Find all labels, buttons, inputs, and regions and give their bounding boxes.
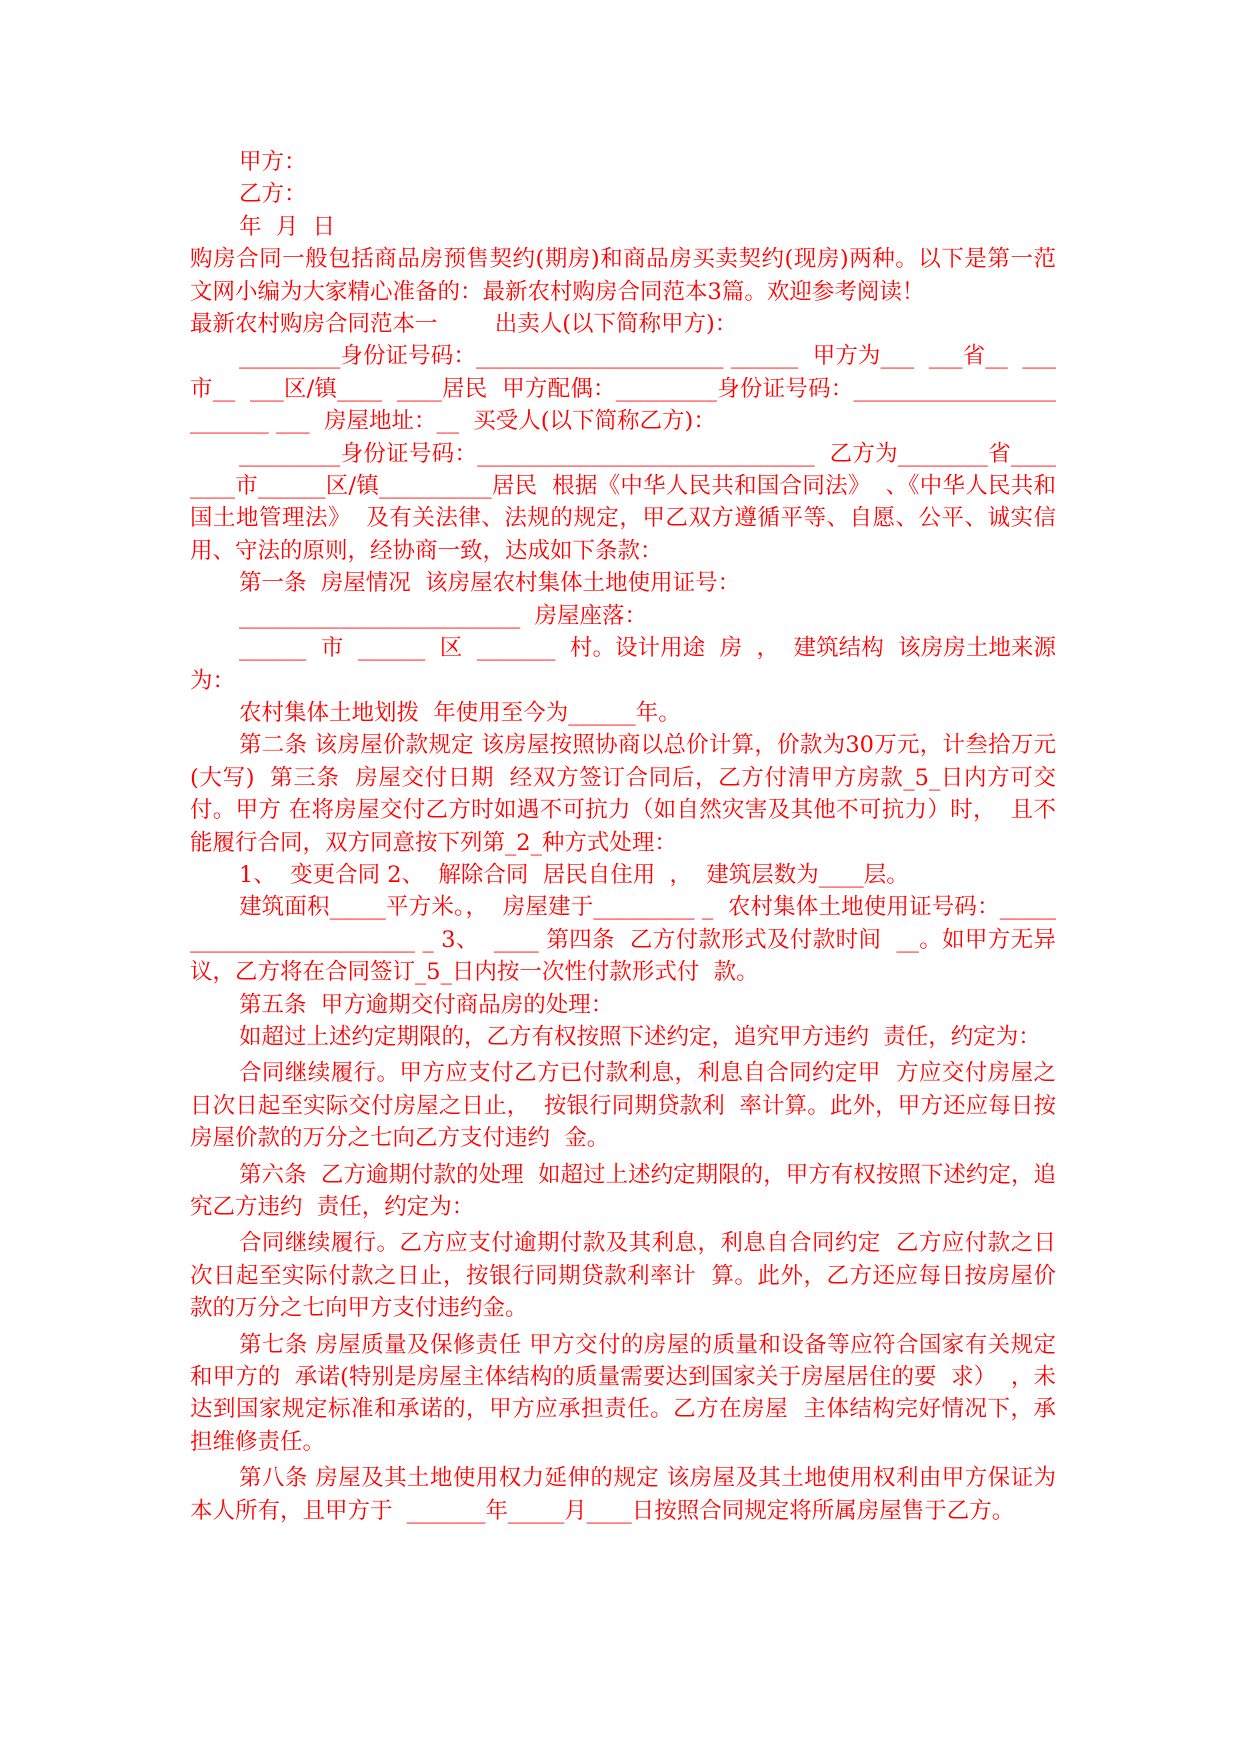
article-4-paragraph: 建筑面积_____平方米。， 房屋建于_________ _ 农村集体土地使用证号码：_________________________ _ 3、 ____ 第四条 乙方付款形式及付款时间 __。如甲方无异议，乙方将在合同签订_5_日内按一次性付款形式付 款。 <box>190 894 1056 986</box>
date-line: 年 月 日 <box>239 213 336 240</box>
article-5-penalty: 合同继续履行。甲方应支付乙方已付款利息，利息自合同约定甲 方应交付房屋之日次日起至实际交付房屋之日止， 按银行同期贷款利 率计算。此外，甲方还应每日按房屋价款的万分之七向乙方支付违约 金。 <box>190 1060 1056 1152</box>
article-6-paragraph: 第六条 乙方逾期付款的处理 如超过上述约定期限的，甲方有权按照下述约定，追究乙方违约 责任，约定为： <box>190 1161 1056 1220</box>
article-7-paragraph: 第七条 房屋质量及保修责任 甲方交付的房屋的质量和设备等应符合国家有关规定和甲方的 承诺(特别是房屋主体结构的质量需要达到国家关于房屋居住的要 求） ，未达到国家规定标准和承诺的，甲方应承担责任。乙方在房屋 主体结构完好情况下，承担维修责任。 <box>190 1331 1056 1455</box>
article-5-heading: 第五条 甲方逾期交付商品房的处理： <box>239 991 614 1018</box>
article-5-terms: 如超过上述约定期限的，乙方有权按照下述约定，追究甲方违约 责任，约定为： <box>239 1023 1041 1050</box>
intro-paragraph: 购房合同一般包括商品房预售契约(期房)和商品房买卖契约(现房)两种。以下是第一范文网小编为大家精心准备的：最新农村购房合同范本3篇。欢迎参考阅读！ <box>190 246 1056 305</box>
party-b-line: 乙方： <box>239 181 307 208</box>
article-8-paragraph: 第八条 房屋及其土地使用权力延伸的规定 该房屋及其土地使用权利由甲方保证为本人所有，且甲方于 _______年_____月____日按照合同规定将所属房屋售于乙方。 <box>190 1465 1056 1524</box>
document-body <box>190 146 1071 1527</box>
sample-heading: 最新农村购房合同范本一 出卖人(以下简称甲方)： <box>190 311 738 338</box>
land-source-line: 农村集体土地划拨 年使用至今为______年。 <box>239 699 681 726</box>
article-6-penalty: 合同继续履行。乙方应支付逾期付款及其利息，利息自合同约定 乙方应付款之日次日起至实际付款之日止，按银行同期贷款利率计 算。此外，乙方还应每日按房屋价款的万分之七向甲方支付违约金。 <box>190 1230 1056 1322</box>
buyer-info-paragraph: _________身份证号码：______________________________ 乙方为________省________市______区/镇__________居民 根据《中华人民共和国合同法》 、《中华人民共和国土地管理法》 及有关法律、法规的规定，甲乙双方遵循平等、自愿、公平、诚实信 用、守法的原则，经协商一致，达成如下条款： <box>190 440 1071 564</box>
options-line: 1、 变更合同 2、 解除合同 居民自住用 ， 建筑层数为____层。 <box>239 861 909 888</box>
house-location-line: _________________________ 房屋座落： <box>239 602 648 629</box>
seller-info-paragraph: _________身份证号码：______________________ ______ 甲方为___ ___省__ ___市__ ___区/镇____ ____居民 甲方配偶：_________身份证号码：_________________________ ___ 房屋地址：__ 买受人(以下简称乙方)： <box>190 343 1056 435</box>
article-1-heading: 第一条 房屋情况 该房屋农村集体土地使用证号： <box>239 570 741 597</box>
party-a-line: 甲方： <box>239 149 307 175</box>
article-2-3-paragraph: 第二条 该房屋价款规定 该房屋按照协商以总价计算，价款为30万元，计叁拾万元(大写) 第三条 房屋交付日期 经双方签订合同后，乙方付清甲方房款_5_日内方可交付。甲方 在将房屋交付乙方时如遇不可抗力（如自然灾害及其他不可抗力）时， 且不能履行合同，双方同意按下列第_2_种方式处理： <box>190 732 1056 856</box>
house-usage-paragraph: ______ 市 ______ 区 _______ 村。设计用途 房 ， 建筑结构 该房房土地来源为： <box>190 635 1056 694</box>
